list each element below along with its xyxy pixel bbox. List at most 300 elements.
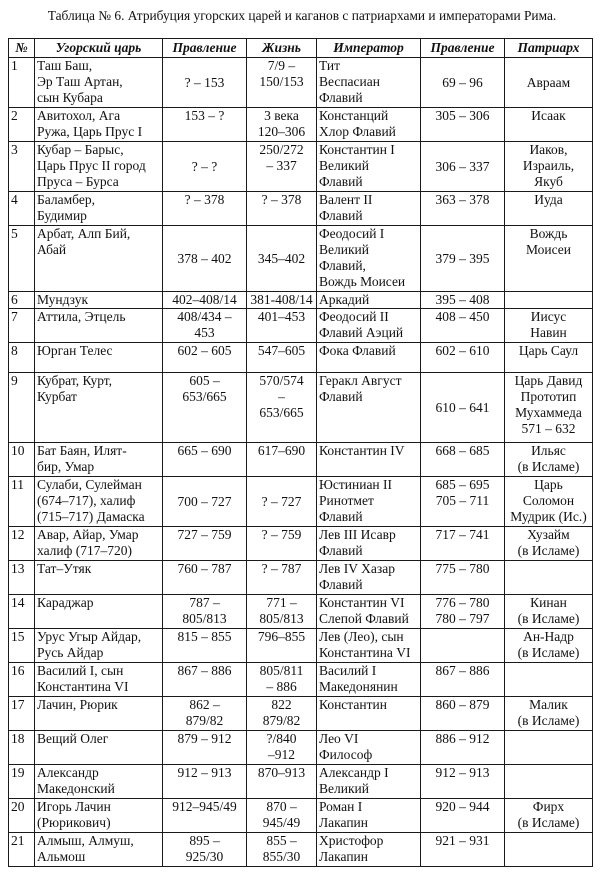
king-line: Аттила, Этцель [37, 309, 126, 324]
life-cell [247, 309, 317, 343]
emperor-reign-cell [421, 561, 505, 595]
patriarch-line: Прототип [520, 389, 577, 404]
table-row [9, 343, 593, 373]
header-number: № [9, 39, 35, 58]
emp-reign-line: 920 – 944 [435, 799, 490, 814]
reign-line: ? – ? [191, 158, 218, 174]
patriarch-cell [505, 663, 593, 697]
emperor-line: Константин I [319, 142, 395, 157]
emperor-reign-cell [421, 629, 505, 663]
patriarch-line: Израиль, [522, 158, 575, 173]
life-cell [247, 58, 317, 108]
emperor-cell [317, 477, 421, 527]
header-ugric-king: Угорский царь [35, 39, 163, 58]
reign-line: 925/30 [185, 849, 224, 864]
emperor-line: Лев (Лео), сын [319, 629, 404, 644]
ugric-king-cell [35, 292, 163, 309]
emperor-line: Лео VI [319, 731, 359, 746]
life-cell [247, 663, 317, 697]
king-line: Авар, Айар, Умар [37, 527, 139, 542]
emperor-cell [317, 561, 421, 595]
emperor-cell [317, 697, 421, 731]
emperor-reign-cell [421, 142, 505, 192]
life-cell [247, 142, 317, 192]
patriarch-line: (в Исламе) [517, 611, 580, 626]
emperor-line: Константин VI [319, 595, 405, 610]
emperor-cell [317, 192, 421, 226]
king-reign-cell [163, 373, 247, 443]
life-line: 822 [271, 697, 292, 712]
reign-line: 912 – 913 [177, 765, 232, 780]
table-row [9, 443, 593, 477]
emperor-line: Александр I [319, 765, 389, 780]
emperor-line: Флавий [319, 208, 363, 223]
king-line: Таш Баш, [37, 58, 93, 73]
patriarch-line: 571 – 632 [521, 421, 576, 436]
row-number-cell: 17 [9, 697, 35, 731]
life-line: 381-408/14 [250, 292, 313, 307]
patriarch-cell [505, 343, 593, 373]
patriarch-line: Царь Саул [518, 343, 579, 358]
emperor-line: Великий [319, 242, 369, 257]
emp-reign-line: 408 – 450 [435, 309, 490, 324]
ugric-king-cell [35, 343, 163, 373]
emp-reign-line: 685 – 695 [435, 477, 490, 492]
king-line: (Рюрикович) [37, 815, 111, 830]
row-number-cell: 7 [9, 309, 35, 343]
reign-line: 665 – 690 [177, 443, 232, 458]
king-line: Авитохол, Ага [37, 108, 121, 123]
reign-line: 895 – [189, 833, 220, 848]
reign-line: ? – 153 [184, 74, 225, 90]
life-cell [247, 731, 317, 765]
emperor-line: Феодосий I [319, 226, 385, 241]
emperor-cell [317, 292, 421, 309]
life-line: 401–453 [257, 309, 306, 324]
life-line: ?/840 [266, 731, 297, 746]
emp-reign-line: 705 – 711 [435, 493, 490, 508]
king-line: Сулаби, Сулейман [37, 477, 142, 492]
patriarch-cell [505, 697, 593, 731]
king-line: Бат Баян, Илят- [37, 443, 127, 458]
table-row [9, 765, 593, 799]
emperor-reign-cell [421, 799, 505, 833]
emperor-line: Роман I [319, 799, 363, 814]
header-emperor: Император [317, 39, 421, 58]
king-line: Александр [37, 765, 99, 780]
patriarch-cell [505, 226, 593, 292]
emperor-reign-cell [421, 663, 505, 697]
patriarch-line: (в Исламе) [517, 713, 580, 728]
life-line: 120–306 [257, 124, 306, 139]
reign-line: 727 – 759 [177, 527, 232, 542]
king-line: Тат–Утяк [37, 561, 92, 576]
emperor-line: Лакапин [319, 849, 368, 864]
emp-reign-line: 867 – 886 [435, 663, 490, 678]
life-cell [247, 292, 317, 309]
patriarch-cell [505, 142, 593, 192]
row-number-cell: 4 [9, 192, 35, 226]
patriarch-line: Моисеи [525, 242, 571, 257]
row-number-cell: 11 [9, 477, 35, 527]
row-number-cell: 15 [9, 629, 35, 663]
patriarch-line: Царь Давид [514, 373, 583, 388]
emperor-reign-cell [421, 192, 505, 226]
ugric-king-cell [35, 731, 163, 765]
king-line: Курбат [37, 389, 77, 404]
king-line: Урус Угыр Айдар, [37, 629, 142, 644]
king-line: Игорь Лачин [37, 799, 111, 814]
ugric-king-cell [35, 192, 163, 226]
emperor-cell [317, 595, 421, 629]
emp-reign-line: 886 – 912 [435, 731, 490, 746]
emperor-reign-cell [421, 731, 505, 765]
ugric-king-cell [35, 226, 163, 292]
life-cell [247, 697, 317, 731]
emperor-line: Флавий [319, 509, 363, 524]
king-reign-cell [163, 833, 247, 867]
king-reign-cell [163, 799, 247, 833]
patriarch-line: Малик [529, 697, 568, 712]
patriarch-line: Ан-Надр [523, 629, 574, 644]
emperor-line: Феодосий II [319, 309, 389, 324]
emperor-line: Констанций [319, 108, 389, 123]
king-line: Альмош [37, 849, 86, 864]
table-row [9, 192, 593, 226]
life-line: – 886 [266, 679, 297, 694]
emperor-line: Лев III Исавр [319, 527, 396, 542]
row-number-cell: 18 [9, 731, 35, 765]
reign-line: 879 – 912 [177, 731, 232, 746]
table-row [9, 833, 593, 867]
header-emperor-reign: Правление [421, 39, 505, 58]
patriarch-cell [505, 629, 593, 663]
patriarch-line: Ильяс [531, 443, 566, 458]
life-cell [247, 629, 317, 663]
reign-line: 815 – 855 [177, 629, 232, 644]
life-line: 653/665 [259, 405, 304, 420]
king-line: Константина VI [37, 679, 129, 694]
emperor-reign-cell [421, 697, 505, 731]
emperor-reign-cell [421, 765, 505, 799]
king-line: Будимир [37, 208, 87, 223]
king-reign-cell [163, 663, 247, 697]
emperor-cell [317, 373, 421, 443]
reign-line: ? – 378 [184, 192, 225, 207]
king-line: Русь Айдар [37, 645, 104, 660]
emp-reign-line: 717 – 741 [435, 527, 490, 542]
reign-line: 453 [194, 325, 215, 340]
life-line: 945/49 [262, 815, 301, 830]
patriarch-line: Навин [530, 325, 567, 340]
life-line: ? – 378 [261, 192, 302, 207]
emperor-reign-cell [421, 226, 505, 292]
life-cell [247, 833, 317, 867]
emp-reign-line: 602 – 610 [435, 343, 490, 358]
emperor-line: Лакапин [319, 815, 368, 830]
table-row [9, 58, 593, 108]
emp-reign-line: 379 – 395 [435, 250, 490, 266]
emp-reign-line: 363 – 378 [435, 192, 490, 207]
patriarch-line: Вождь [529, 226, 568, 241]
emp-reign-line: 780 – 797 [435, 611, 490, 626]
emperor-line: Вождь Моисеи [319, 274, 406, 289]
table-row [9, 595, 593, 629]
king-reign-cell [163, 595, 247, 629]
emperor-cell [317, 309, 421, 343]
king-line: Караджар [37, 595, 94, 610]
king-line: Василий I, сын [37, 663, 124, 678]
king-line: халиф (717–720) [37, 543, 133, 558]
king-line: Абай [37, 242, 67, 257]
ugric-king-cell [35, 799, 163, 833]
life-line: 570/574 [259, 373, 304, 388]
patriarch-line: (в Исламе) [517, 815, 580, 830]
table-row [9, 373, 593, 443]
emperor-line: Македонянин [319, 679, 398, 694]
king-reign-cell [163, 477, 247, 527]
emperor-line: Веспасиан [319, 74, 380, 89]
emperor-line: Тит [319, 58, 341, 73]
king-reign-cell [163, 58, 247, 108]
king-line: бир, Умар [37, 459, 95, 474]
life-cell [247, 765, 317, 799]
emperor-reign-cell [421, 477, 505, 527]
emperor-line: Флавий [319, 543, 363, 558]
ugric-king-cell [35, 629, 163, 663]
emperor-line: Константин IV [319, 443, 405, 458]
patriarch-cell [505, 443, 593, 477]
emperor-line: Фока Флавий [319, 343, 396, 358]
life-line: 805/811 [259, 663, 304, 678]
patriarch-line: Якуб [534, 174, 563, 189]
life-line: 617–690 [257, 443, 306, 458]
king-line: Баламбер, [37, 192, 95, 207]
patriarch-cell [505, 309, 593, 343]
patriarch-cell [505, 58, 593, 108]
emperor-cell [317, 765, 421, 799]
emperor-reign-cell [421, 527, 505, 561]
life-line: 855 – [266, 833, 297, 848]
life-cell [247, 108, 317, 142]
emperor-line: Христофор [319, 833, 384, 848]
king-line: Царь Прус II город [37, 158, 146, 173]
patriarch-line: Царь [534, 477, 563, 492]
king-line: Лачин, Рюрик [37, 697, 118, 712]
table-row [9, 226, 593, 292]
reign-line: 602 – 605 [177, 343, 232, 358]
row-number-cell: 9 [9, 373, 35, 443]
king-line: Арбат, Алп Бий, [37, 226, 131, 241]
emperor-cell [317, 799, 421, 833]
king-reign-cell [163, 292, 247, 309]
emperor-cell [317, 108, 421, 142]
king-reign-cell [163, 309, 247, 343]
emp-reign-line: 775 – 780 [435, 561, 490, 576]
life-cell [247, 799, 317, 833]
king-line: Вещий Олег [37, 731, 109, 746]
life-cell [247, 595, 317, 629]
life-line: 855/30 [262, 849, 301, 864]
life-line: 796–855 [257, 629, 306, 644]
table-body [9, 58, 593, 867]
life-cell [247, 527, 317, 561]
table-row [9, 108, 593, 142]
table-row [9, 663, 593, 697]
king-line: Кубар – Барыс, [37, 142, 124, 157]
emperor-line: Хлор Флавий [319, 124, 396, 139]
table-row [9, 697, 593, 731]
emperor-line: Василий I [319, 663, 377, 678]
life-line: 870 – [266, 799, 297, 814]
emperor-line: Аркадий [319, 292, 370, 307]
patriarch-cell [505, 561, 593, 595]
life-line: 879/82 [262, 713, 301, 728]
row-number-cell: 10 [9, 443, 35, 477]
king-reign-cell [163, 697, 247, 731]
emperor-cell [317, 226, 421, 292]
life-line: 771 – [266, 595, 297, 610]
life-line: 345–402 [257, 250, 306, 266]
patriarch-cell [505, 527, 593, 561]
table-row [9, 799, 593, 833]
table-row [9, 309, 593, 343]
emperor-cell [317, 663, 421, 697]
ugric-king-cell [35, 561, 163, 595]
header-life: Жизнь [247, 39, 317, 58]
emperor-line: Флавий [319, 577, 363, 592]
emperor-line: Великий [319, 781, 369, 796]
life-line: ? – 787 [261, 561, 302, 576]
king-line: (674–717), халиф [37, 493, 136, 508]
ugric-king-cell [35, 142, 163, 192]
emperor-line: Валент II [319, 192, 373, 207]
king-reign-cell [163, 142, 247, 192]
king-line: Юрган Телес [37, 343, 113, 358]
life-line: 7/9 – [267, 58, 296, 73]
patriarch-line: Хузайм [527, 527, 570, 542]
patriarch-line: (в Исламе) [517, 459, 580, 474]
patriarch-cell [505, 192, 593, 226]
row-number-cell: 2 [9, 108, 35, 142]
patriarch-cell [505, 292, 593, 309]
reign-line: 605 – [189, 373, 220, 388]
emp-reign-line: 776 – 780 [435, 595, 490, 610]
emperor-reign-cell [421, 373, 505, 443]
king-line: Мундзук [37, 292, 89, 307]
patriarch-cell [505, 799, 593, 833]
patriarch-line: (в Исламе) [517, 645, 580, 660]
life-line: ? – 727 [261, 493, 302, 509]
emperor-reign-cell [421, 58, 505, 108]
king-reign-cell [163, 731, 247, 765]
life-line: 547–605 [257, 343, 306, 358]
table-row [9, 629, 593, 663]
row-number-cell: 19 [9, 765, 35, 799]
patriarch-line: Кинан [530, 595, 567, 610]
life-cell [247, 443, 317, 477]
life-cell [247, 373, 317, 443]
king-line: Пруса – Бурса [37, 174, 119, 189]
life-cell [247, 477, 317, 527]
emperor-line: Великий [319, 158, 369, 173]
life-line: 805/813 [259, 611, 304, 626]
ugric-king-cell [35, 527, 163, 561]
reign-line: 879/82 [185, 713, 224, 728]
king-reign-cell [163, 108, 247, 142]
table-row [9, 561, 593, 595]
table-row [9, 731, 593, 765]
ugric-king-cell [35, 833, 163, 867]
patriarch-line: Соломон [522, 493, 575, 508]
attribution-table [8, 38, 593, 867]
emperor-cell [317, 142, 421, 192]
emperor-line: Лев IV Хазар [319, 561, 395, 576]
emperor-cell [317, 731, 421, 765]
patriarch-cell [505, 595, 593, 629]
king-line: (715–717) Дамаска [37, 509, 145, 524]
emperor-line: Флавий [319, 90, 363, 105]
king-reign-cell [163, 765, 247, 799]
ugric-king-cell [35, 58, 163, 108]
emperor-reign-cell [421, 309, 505, 343]
emp-reign-line: 305 – 306 [435, 108, 490, 123]
row-number-cell: 13 [9, 561, 35, 595]
row-number-cell: 1 [9, 58, 35, 108]
life-cell [247, 192, 317, 226]
king-line: Кубрат, Курт, [37, 373, 113, 388]
life-line: –912 [268, 747, 295, 762]
king-reign-cell [163, 561, 247, 595]
emperor-reign-cell [421, 443, 505, 477]
emperor-line: Флавий Аэций [319, 325, 404, 340]
row-number-cell: 6 [9, 292, 35, 309]
table-row [9, 142, 593, 192]
ugric-king-cell [35, 443, 163, 477]
patriarch-cell [505, 731, 593, 765]
row-number-cell: 20 [9, 799, 35, 833]
document-title: Таблица № 6. Атрибуция угорских царей и каганов с патриархами и императорами Рима. [47, 8, 557, 23]
ugric-king-cell [35, 765, 163, 799]
reign-line: 153 – ? [184, 108, 225, 123]
king-reign-cell [163, 443, 247, 477]
emperor-reign-cell [421, 595, 505, 629]
emperor-line: Флавий, [319, 258, 366, 273]
row-number-cell: 8 [9, 343, 35, 373]
reign-line: 700 – 727 [177, 493, 232, 509]
emp-reign-line: 610 – 641 [435, 399, 490, 415]
emperor-line: Слепой Флавий [319, 611, 409, 626]
king-reign-cell [163, 343, 247, 373]
king-line: Ружа, Царь Прус I [37, 124, 143, 139]
emp-reign-line: 668 – 685 [435, 443, 490, 458]
row-number-cell: 3 [9, 142, 35, 192]
emperor-reign-cell [421, 833, 505, 867]
life-line: 870–913 [257, 765, 306, 780]
emperor-line: Философ [319, 747, 373, 762]
emp-reign-line: 912 – 913 [435, 765, 490, 780]
life-cell [247, 226, 317, 292]
row-number-cell: 16 [9, 663, 35, 697]
reign-line: 378 – 402 [177, 250, 232, 266]
emperor-reign-cell [421, 343, 505, 373]
row-number-cell: 12 [9, 527, 35, 561]
patriarch-line: Фирх [532, 799, 565, 814]
reign-line: 402–408/14 [172, 292, 237, 307]
ugric-king-cell [35, 309, 163, 343]
emp-reign-line: 69 – 96 [442, 74, 483, 90]
reign-line: 867 – 886 [177, 663, 232, 678]
